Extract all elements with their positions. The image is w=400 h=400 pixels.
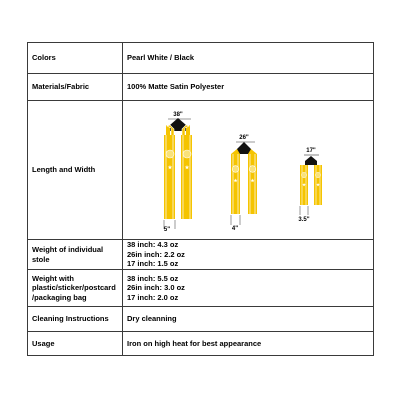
weight-packaged-label: Weight with plastic/sticker/postcard /packaging bag [28, 270, 123, 307]
usage-value: Iron on high heat for best appearance [123, 332, 374, 356]
row-colors [28, 43, 374, 74]
materials-value: 100% Matte Satin Polyester [123, 74, 374, 101]
weight-packaged-38: 38 inch: 5.5 oz [127, 273, 179, 283]
stole-17-length-label: 17" [306, 148, 316, 154]
weight-packaged-17: 17 inch: 2.0 oz [127, 292, 179, 302]
cleaning-label: Cleaning Instructions [28, 307, 123, 332]
row-size [28, 101, 374, 240]
colors-label: Colors [28, 43, 123, 74]
stole-17 [298, 148, 322, 223]
weight-packaged-26: 26in inch: 3.0 oz [127, 283, 185, 293]
weight-packaged-values [123, 270, 374, 307]
materials-label: Materials/Fabric [28, 74, 123, 101]
row-weight-individual [28, 240, 374, 270]
svg-text:★: ★ [302, 182, 306, 187]
usage-label: Usage [28, 332, 123, 356]
stole-26 [231, 135, 257, 232]
weight-individual-label: Weight of individual stole [28, 240, 123, 270]
svg-text:★: ★ [184, 165, 190, 171]
stole-38-length-label: 38" [173, 112, 183, 118]
svg-text:★: ★ [316, 182, 320, 187]
svg-text:★: ★ [233, 178, 238, 183]
stole-17-width-label: 3.5" [298, 217, 310, 223]
svg-text:★: ★ [167, 165, 173, 171]
row-materials [28, 74, 374, 101]
weight-individual-26: 26in inch: 2.2 oz [127, 249, 185, 259]
svg-text:★: ★ [250, 178, 255, 183]
stoles-illustration [123, 101, 374, 239]
cleaning-value: Dry cleanning [123, 307, 374, 332]
stole-26-width-label: 4" [231, 226, 239, 232]
stole-38 [164, 112, 192, 233]
spec-table [27, 42, 374, 356]
row-weight-packaged [28, 270, 374, 307]
row-usage [28, 332, 374, 356]
size-label: Length and Width [28, 101, 123, 240]
stole-size-figure [123, 101, 374, 240]
row-cleaning [28, 307, 374, 332]
colors-value: Pearl White / Black [123, 43, 374, 74]
weight-individual-values [123, 240, 374, 270]
weight-individual-17: 17 inch: 1.5 oz [127, 259, 179, 269]
weight-individual-38: 38 inch: 4.3 oz [127, 240, 179, 250]
stole-26-length-label: 26" [239, 135, 249, 141]
stole-38-width-label: 5" [163, 227, 171, 233]
